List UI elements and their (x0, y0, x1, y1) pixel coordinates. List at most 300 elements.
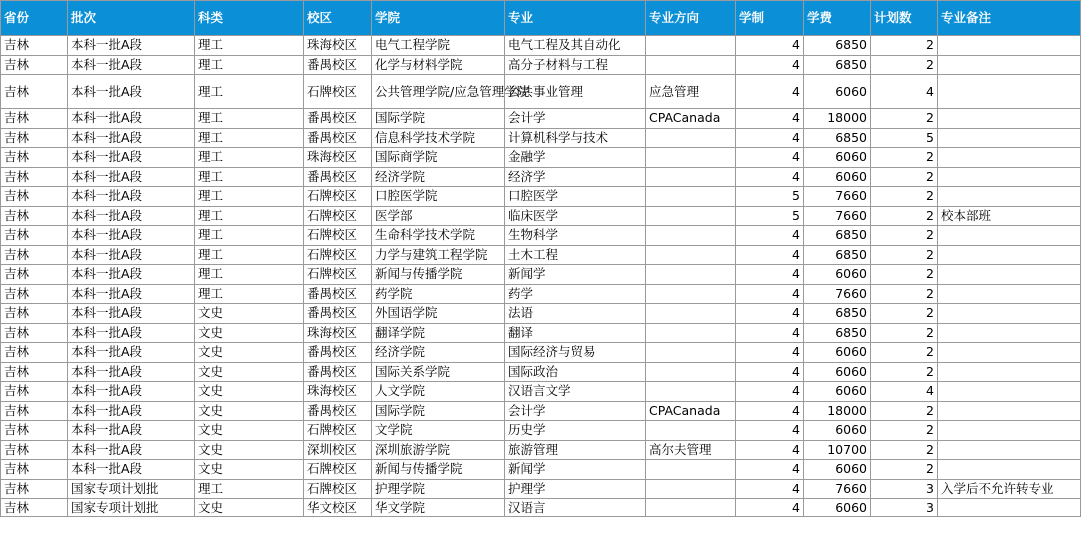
direction-cell[interactable] (646, 55, 736, 75)
tuition-cell[interactable]: 6850 (804, 128, 871, 148)
quota-cell[interactable]: 2 (871, 167, 938, 187)
tuition-cell[interactable]: 7660 (804, 187, 871, 207)
quota-cell[interactable]: 2 (871, 226, 938, 246)
batch-cell[interactable]: 本科一批A段 (68, 167, 195, 187)
table-row (1, 245, 1081, 265)
header-tuition[interactable]: 学费 (804, 1, 871, 36)
province-cell[interactable]: 吉林 (1, 440, 68, 460)
campus-cell[interactable]: 石牌校区 (304, 187, 372, 207)
direction-cell[interactable] (646, 265, 736, 285)
province-cell[interactable]: 吉林 (1, 401, 68, 421)
tuition-cell[interactable]: 18000 (804, 401, 871, 421)
duration-cell[interactable]: 4 (736, 109, 804, 129)
campus-cell[interactable]: 珠海校区 (304, 382, 372, 402)
table-row (1, 148, 1081, 168)
remarks-cell[interactable] (938, 187, 1081, 207)
direction-cell[interactable]: CPACanada (646, 109, 736, 129)
quota-cell[interactable]: 2 (871, 460, 938, 480)
major-cell[interactable]: 护理学 (505, 479, 646, 499)
direction-cell[interactable] (646, 167, 736, 187)
duration-cell[interactable]: 4 (736, 362, 804, 382)
remarks-cell[interactable] (938, 323, 1081, 343)
table-row (1, 382, 1081, 402)
tuition-cell[interactable]: 7660 (804, 479, 871, 499)
category-cell[interactable]: 理工 (195, 284, 304, 304)
school-cell[interactable]: 口腔医学院 (372, 187, 505, 207)
remarks-cell[interactable] (938, 421, 1081, 441)
batch-cell[interactable]: 本科一批A段 (68, 440, 195, 460)
remarks-cell[interactable]: 入学后不允许转专业 (938, 479, 1081, 499)
quota-cell[interactable]: 2 (871, 55, 938, 75)
province-cell[interactable]: 吉林 (1, 499, 68, 517)
province-cell[interactable]: 吉林 (1, 167, 68, 187)
major-cell[interactable]: 新闻学 (505, 265, 646, 285)
campus-cell[interactable]: 番禺校区 (304, 55, 372, 75)
tuition-cell[interactable]: 18000 (804, 109, 871, 129)
major-cell[interactable]: 电气工程及其自动化 (505, 36, 646, 56)
campus-cell[interactable]: 番禺校区 (304, 167, 372, 187)
tuition-cell[interactable]: 6850 (804, 304, 871, 324)
remarks-cell[interactable] (938, 148, 1081, 168)
campus-cell[interactable]: 石牌校区 (304, 206, 372, 226)
tuition-cell[interactable]: 6060 (804, 148, 871, 168)
category-cell[interactable]: 文史 (195, 343, 304, 363)
category-cell[interactable]: 文史 (195, 362, 304, 382)
duration-cell[interactable]: 4 (736, 75, 804, 109)
category-cell[interactable]: 理工 (195, 187, 304, 207)
duration-cell[interactable]: 4 (736, 245, 804, 265)
tuition-cell[interactable]: 6850 (804, 323, 871, 343)
category-cell[interactable]: 文史 (195, 499, 304, 517)
province-cell[interactable]: 吉林 (1, 460, 68, 480)
header-remarks[interactable]: 专业备注 (938, 1, 1081, 36)
quota-cell[interactable]: 3 (871, 479, 938, 499)
remarks-cell[interactable] (938, 36, 1081, 56)
school-cell[interactable]: 外国语学院 (372, 304, 505, 324)
category-cell[interactable]: 理工 (195, 167, 304, 187)
province-cell[interactable]: 吉林 (1, 226, 68, 246)
tuition-cell[interactable]: 7660 (804, 284, 871, 304)
tuition-cell[interactable]: 6060 (804, 75, 871, 109)
direction-cell[interactable]: 应急管理 (646, 75, 736, 109)
remarks-cell[interactable] (938, 109, 1081, 129)
school-cell[interactable]: 电气工程学院 (372, 36, 505, 56)
direction-cell[interactable] (646, 421, 736, 441)
duration-cell[interactable]: 5 (736, 206, 804, 226)
campus-cell[interactable]: 番禺校区 (304, 362, 372, 382)
table-row (1, 128, 1081, 148)
category-cell[interactable]: 理工 (195, 148, 304, 168)
duration-cell[interactable]: 4 (736, 36, 804, 56)
major-cell[interactable]: 会计学 (505, 401, 646, 421)
school-cell[interactable]: 深圳旅游学院 (372, 440, 505, 460)
batch-cell[interactable]: 本科一批A段 (68, 382, 195, 402)
direction-cell[interactable] (646, 499, 736, 517)
header-province[interactable]: 省份 (1, 1, 68, 36)
table-row (1, 36, 1081, 56)
table-row (1, 167, 1081, 187)
direction-cell[interactable] (646, 323, 736, 343)
major-cell[interactable]: 历史学 (505, 421, 646, 441)
table-row (1, 362, 1081, 382)
major-cell[interactable]: 高分子材料与工程 (505, 55, 646, 75)
category-cell[interactable]: 理工 (195, 55, 304, 75)
category-cell[interactable]: 理工 (195, 245, 304, 265)
remarks-cell[interactable] (938, 55, 1081, 75)
remarks-cell[interactable] (938, 75, 1081, 109)
school-cell[interactable]: 生命科学技术学院 (372, 226, 505, 246)
table-row (1, 109, 1081, 129)
province-cell[interactable]: 吉林 (1, 284, 68, 304)
direction-cell[interactable] (646, 187, 736, 207)
category-cell[interactable]: 文史 (195, 401, 304, 421)
duration-cell[interactable]: 4 (736, 401, 804, 421)
batch-cell[interactable]: 本科一批A段 (68, 75, 195, 109)
campus-cell[interactable]: 珠海校区 (304, 36, 372, 56)
campus-cell[interactable]: 石牌校区 (304, 265, 372, 285)
campus-cell[interactable]: 番禺校区 (304, 128, 372, 148)
school-cell[interactable]: 化学与材料学院 (372, 55, 505, 75)
header-row (1, 1, 1081, 36)
school-cell[interactable]: 信息科学技术学院 (372, 128, 505, 148)
header-batch[interactable]: 批次 (68, 1, 195, 36)
tuition-cell[interactable]: 10700 (804, 440, 871, 460)
duration-cell[interactable]: 4 (736, 440, 804, 460)
duration-cell[interactable]: 4 (736, 304, 804, 324)
remarks-cell[interactable] (938, 284, 1081, 304)
category-cell[interactable]: 文史 (195, 460, 304, 480)
direction-cell[interactable] (646, 362, 736, 382)
batch-cell[interactable]: 本科一批A段 (68, 206, 195, 226)
quota-cell[interactable]: 2 (871, 304, 938, 324)
direction-cell[interactable] (646, 245, 736, 265)
table-row (1, 460, 1081, 480)
province-cell[interactable]: 吉林 (1, 323, 68, 343)
campus-cell[interactable]: 石牌校区 (304, 75, 372, 109)
province-cell[interactable]: 吉林 (1, 36, 68, 56)
batch-cell[interactable]: 本科一批A段 (68, 245, 195, 265)
batch-cell[interactable]: 本科一批A段 (68, 362, 195, 382)
table-row (1, 421, 1081, 441)
table-row (1, 206, 1081, 226)
table-row (1, 75, 1081, 109)
category-cell[interactable]: 理工 (195, 109, 304, 129)
category-cell[interactable]: 文史 (195, 421, 304, 441)
direction-cell[interactable] (646, 304, 736, 324)
tuition-cell[interactable]: 6850 (804, 55, 871, 75)
quota-cell[interactable]: 4 (871, 75, 938, 109)
table-row (1, 55, 1081, 75)
school-cell[interactable]: 新闻与传播学院 (372, 460, 505, 480)
province-cell[interactable]: 吉林 (1, 148, 68, 168)
remarks-cell[interactable] (938, 401, 1081, 421)
tuition-cell[interactable]: 6060 (804, 343, 871, 363)
direction-cell[interactable] (646, 479, 736, 499)
header-category[interactable]: 科类 (195, 1, 304, 36)
header-duration[interactable]: 学制 (736, 1, 804, 36)
major-cell[interactable]: 药学 (505, 284, 646, 304)
batch-cell[interactable]: 本科一批A段 (68, 343, 195, 363)
school-cell[interactable]: 力学与建筑工程学院 (372, 245, 505, 265)
tuition-cell[interactable]: 6060 (804, 362, 871, 382)
duration-cell[interactable]: 4 (736, 128, 804, 148)
duration-cell[interactable]: 4 (736, 323, 804, 343)
duration-cell[interactable]: 4 (736, 382, 804, 402)
tuition-cell[interactable]: 6850 (804, 226, 871, 246)
direction-cell[interactable] (646, 460, 736, 480)
campus-cell[interactable]: 珠海校区 (304, 323, 372, 343)
remarks-cell[interactable]: 校本部班 (938, 206, 1081, 226)
tuition-cell[interactable]: 7660 (804, 206, 871, 226)
quota-cell[interactable]: 2 (871, 245, 938, 265)
header-school[interactable]: 学院 (372, 1, 505, 36)
quota-cell[interactable]: 2 (871, 206, 938, 226)
major-cell[interactable]: 旅游管理 (505, 440, 646, 460)
quota-cell[interactable]: 2 (871, 421, 938, 441)
campus-cell[interactable]: 番禺校区 (304, 304, 372, 324)
major-cell[interactable]: 新闻学 (505, 460, 646, 480)
quota-cell[interactable]: 2 (871, 265, 938, 285)
major-cell[interactable]: 国际经济与贸易 (505, 343, 646, 363)
campus-cell[interactable]: 番禺校区 (304, 284, 372, 304)
school-cell[interactable]: 药学院 (372, 284, 505, 304)
table-row (1, 343, 1081, 363)
batch-cell[interactable]: 本科一批A段 (68, 323, 195, 343)
tuition-cell[interactable]: 6850 (804, 245, 871, 265)
campus-cell[interactable]: 石牌校区 (304, 479, 372, 499)
remarks-cell[interactable] (938, 362, 1081, 382)
school-cell[interactable]: 人文学院 (372, 382, 505, 402)
batch-cell[interactable]: 本科一批A段 (68, 187, 195, 207)
school-cell[interactable]: 公共管理学院/应急管理学院 (372, 75, 505, 109)
batch-cell[interactable]: 本科一批A段 (68, 55, 195, 75)
batch-cell[interactable]: 本科一批A段 (68, 148, 195, 168)
major-cell[interactable]: 公共事业管理 (505, 75, 646, 109)
table-row (1, 323, 1081, 343)
duration-cell[interactable]: 4 (736, 460, 804, 480)
remarks-cell[interactable] (938, 382, 1081, 402)
campus-cell[interactable]: 深圳校区 (304, 440, 372, 460)
category-cell[interactable]: 理工 (195, 36, 304, 56)
batch-cell[interactable]: 本科一批A段 (68, 36, 195, 56)
province-cell[interactable]: 吉林 (1, 109, 68, 129)
category-cell[interactable]: 文史 (195, 440, 304, 460)
province-cell[interactable]: 吉林 (1, 343, 68, 363)
category-cell[interactable]: 理工 (195, 226, 304, 246)
major-cell[interactable]: 法语 (505, 304, 646, 324)
direction-cell[interactable] (646, 343, 736, 363)
category-cell[interactable]: 理工 (195, 206, 304, 226)
province-cell[interactable]: 吉林 (1, 362, 68, 382)
table-row (1, 499, 1081, 517)
quota-cell[interactable]: 2 (871, 284, 938, 304)
remarks-cell[interactable] (938, 265, 1081, 285)
province-cell[interactable]: 吉林 (1, 75, 68, 109)
province-cell[interactable]: 吉林 (1, 421, 68, 441)
header-direction[interactable]: 专业方向 (646, 1, 736, 36)
quota-cell[interactable]: 2 (871, 148, 938, 168)
tuition-cell[interactable]: 6060 (804, 382, 871, 402)
category-cell[interactable]: 理工 (195, 479, 304, 499)
quota-cell[interactable]: 2 (871, 187, 938, 207)
remarks-cell[interactable] (938, 128, 1081, 148)
table-body (1, 36, 1081, 517)
major-cell[interactable]: 生物科学 (505, 226, 646, 246)
category-cell[interactable]: 文史 (195, 382, 304, 402)
category-cell[interactable]: 文史 (195, 323, 304, 343)
major-cell[interactable]: 计算机科学与技术 (505, 128, 646, 148)
campus-cell[interactable]: 石牌校区 (304, 460, 372, 480)
remarks-cell[interactable] (938, 167, 1081, 187)
province-cell[interactable]: 吉林 (1, 265, 68, 285)
batch-cell[interactable]: 本科一批A段 (68, 265, 195, 285)
campus-cell[interactable]: 华文校区 (304, 499, 372, 517)
major-cell[interactable]: 临床医学 (505, 206, 646, 226)
major-cell[interactable]: 翻译 (505, 323, 646, 343)
remarks-cell[interactable] (938, 460, 1081, 480)
direction-cell[interactable]: 高尔夫管理 (646, 440, 736, 460)
campus-cell[interactable]: 番禺校区 (304, 109, 372, 129)
duration-cell[interactable]: 4 (736, 284, 804, 304)
major-cell[interactable]: 国际政治 (505, 362, 646, 382)
duration-cell[interactable]: 4 (736, 55, 804, 75)
campus-cell[interactable]: 番禺校区 (304, 343, 372, 363)
duration-cell[interactable]: 4 (736, 148, 804, 168)
province-cell[interactable]: 吉林 (1, 187, 68, 207)
major-cell[interactable]: 汉语言 (505, 499, 646, 517)
quota-cell[interactable]: 2 (871, 440, 938, 460)
remarks-cell[interactable] (938, 343, 1081, 363)
quota-cell[interactable]: 4 (871, 382, 938, 402)
duration-cell[interactable]: 4 (736, 343, 804, 363)
direction-cell[interactable] (646, 226, 736, 246)
major-cell[interactable]: 经济学 (505, 167, 646, 187)
table-row (1, 304, 1081, 324)
tuition-cell[interactable]: 6060 (804, 499, 871, 517)
school-cell[interactable]: 国际商学院 (372, 148, 505, 168)
direction-cell[interactable] (646, 206, 736, 226)
duration-cell[interactable]: 4 (736, 226, 804, 246)
remarks-cell[interactable] (938, 499, 1081, 517)
batch-cell[interactable]: 本科一批A段 (68, 401, 195, 421)
campus-cell[interactable]: 石牌校区 (304, 421, 372, 441)
duration-cell[interactable]: 5 (736, 187, 804, 207)
quota-cell[interactable]: 3 (871, 499, 938, 517)
quota-cell[interactable]: 2 (871, 109, 938, 129)
direction-cell[interactable] (646, 128, 736, 148)
province-cell[interactable]: 吉林 (1, 206, 68, 226)
quota-cell[interactable]: 2 (871, 323, 938, 343)
province-cell[interactable]: 吉林 (1, 245, 68, 265)
tuition-cell[interactable]: 6060 (804, 167, 871, 187)
province-cell[interactable]: 吉林 (1, 479, 68, 499)
batch-cell[interactable]: 本科一批A段 (68, 460, 195, 480)
school-cell[interactable]: 国际学院 (372, 401, 505, 421)
campus-cell[interactable]: 石牌校区 (304, 245, 372, 265)
batch-cell[interactable]: 本科一批A段 (68, 226, 195, 246)
duration-cell[interactable]: 4 (736, 479, 804, 499)
duration-cell[interactable]: 4 (736, 421, 804, 441)
tuition-cell[interactable]: 6060 (804, 460, 871, 480)
table-row (1, 440, 1081, 460)
header-campus[interactable]: 校区 (304, 1, 372, 36)
table-row (1, 265, 1081, 285)
school-cell[interactable]: 经济学院 (372, 167, 505, 187)
major-cell[interactable]: 汉语言文学 (505, 382, 646, 402)
category-cell[interactable]: 理工 (195, 128, 304, 148)
province-cell[interactable]: 吉林 (1, 304, 68, 324)
direction-cell[interactable] (646, 284, 736, 304)
duration-cell[interactable]: 4 (736, 265, 804, 285)
school-cell[interactable]: 新闻与传播学院 (372, 265, 505, 285)
quota-cell[interactable]: 5 (871, 128, 938, 148)
quota-cell[interactable]: 2 (871, 36, 938, 56)
table-row (1, 479, 1081, 499)
quota-cell[interactable]: 2 (871, 401, 938, 421)
direction-cell[interactable] (646, 382, 736, 402)
header-quota[interactable]: 计划数 (871, 1, 938, 36)
campus-cell[interactable]: 珠海校区 (304, 148, 372, 168)
province-cell[interactable]: 吉林 (1, 128, 68, 148)
remarks-cell[interactable] (938, 440, 1081, 460)
table-row (1, 401, 1081, 421)
school-cell[interactable]: 国际关系学院 (372, 362, 505, 382)
direction-cell[interactable]: CPACanada (646, 401, 736, 421)
province-cell[interactable]: 吉林 (1, 55, 68, 75)
tuition-cell[interactable]: 6060 (804, 421, 871, 441)
duration-cell[interactable]: 4 (736, 499, 804, 517)
school-cell[interactable]: 经济学院 (372, 343, 505, 363)
table-row (1, 226, 1081, 246)
school-cell[interactable]: 医学部 (372, 206, 505, 226)
remarks-cell[interactable] (938, 304, 1081, 324)
school-cell[interactable]: 文学院 (372, 421, 505, 441)
batch-cell[interactable]: 国家专项计划批 (68, 499, 195, 517)
tuition-cell[interactable]: 6060 (804, 265, 871, 285)
school-cell[interactable]: 护理学院 (372, 479, 505, 499)
remarks-cell[interactable] (938, 226, 1081, 246)
duration-cell[interactable]: 4 (736, 167, 804, 187)
batch-cell[interactable]: 本科一批A段 (68, 284, 195, 304)
category-cell[interactable]: 理工 (195, 75, 304, 109)
remarks-cell[interactable] (938, 245, 1081, 265)
school-cell[interactable]: 国际学院 (372, 109, 505, 129)
batch-cell[interactable]: 本科一批A段 (68, 128, 195, 148)
province-cell[interactable]: 吉林 (1, 382, 68, 402)
school-cell[interactable]: 翻译学院 (372, 323, 505, 343)
direction-cell[interactable] (646, 148, 736, 168)
campus-cell[interactable]: 石牌校区 (304, 226, 372, 246)
quota-cell[interactable]: 2 (871, 343, 938, 363)
tuition-cell[interactable]: 6850 (804, 36, 871, 56)
batch-cell[interactable]: 国家专项计划批 (68, 479, 195, 499)
table-row (1, 187, 1081, 207)
campus-cell[interactable]: 番禺校区 (304, 401, 372, 421)
major-cell[interactable]: 金融学 (505, 148, 646, 168)
major-cell[interactable]: 会计学 (505, 109, 646, 129)
major-cell[interactable]: 口腔医学 (505, 187, 646, 207)
category-cell[interactable]: 理工 (195, 265, 304, 285)
category-cell[interactable]: 文史 (195, 304, 304, 324)
quota-cell[interactable]: 2 (871, 362, 938, 382)
direction-cell[interactable] (646, 36, 736, 56)
batch-cell[interactable]: 本科一批A段 (68, 421, 195, 441)
batch-cell[interactable]: 本科一批A段 (68, 109, 195, 129)
school-cell[interactable]: 华文学院 (372, 499, 505, 517)
batch-cell[interactable]: 本科一批A段 (68, 304, 195, 324)
header-major[interactable]: 专业 (505, 1, 646, 36)
major-cell[interactable]: 土木工程 (505, 245, 646, 265)
